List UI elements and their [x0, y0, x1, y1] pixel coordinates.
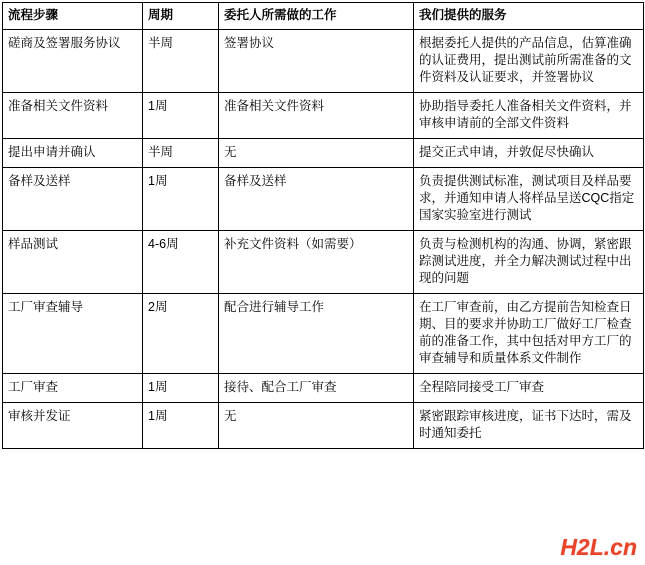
cell-step: 工厂审查辅导: [3, 294, 143, 374]
column-header-client-work: [219, 3, 414, 30]
cell-our-service: 全程陪同接受工厂审查: [414, 374, 644, 403]
column-header-period-label: 周期: [148, 8, 174, 22]
cell-client-work: 备样及送样: [219, 168, 414, 231]
cell-period: 2周: [143, 294, 219, 374]
cell-client-work: 配合进行辅导工作: [219, 294, 414, 374]
column-header-step: [3, 3, 143, 30]
cell-period: 4-6周: [143, 231, 219, 294]
cell-our-service: 提交正式申请，并敦促尽快确认: [414, 139, 644, 168]
cell-client-work: 无: [219, 139, 414, 168]
cell-our-service: 在工厂审查前，由乙方提前告知检查日期、目的要求并协助工厂做好工厂检查前的准备工作，其中包括对甲方工厂的审查辅导和质量体系文件制作: [414, 294, 644, 374]
column-header-our-service: [414, 3, 644, 30]
cell-our-service: 协助指导委托人准备相关文件资料，并审核申请前的全部文件资料: [414, 93, 644, 139]
cell-period: 1周: [143, 403, 219, 449]
table-row: [3, 139, 644, 168]
table-header-row: [3, 3, 644, 30]
table-row: [3, 93, 644, 139]
table-row: [3, 30, 644, 93]
cell-step: 备样及送样: [3, 168, 143, 231]
certification-process-table: [2, 2, 644, 449]
table-row: [3, 168, 644, 231]
column-header-our-service-label: 我们提供的服务: [419, 8, 507, 22]
cell-step: 审核并发证: [3, 403, 143, 449]
cell-step: 提出申请并确认: [3, 139, 143, 168]
cell-our-service: 紧密跟踪审核进度，证书下达时，需及时通知委托: [414, 403, 644, 449]
cell-client-work: 接待、配合工厂审查: [219, 374, 414, 403]
cell-period: 1周: [143, 374, 219, 403]
column-header-period: [143, 3, 219, 30]
cell-client-work: 签署协议: [219, 30, 414, 93]
column-header-step-label: 流程步骤: [8, 8, 59, 22]
cell-our-service: 负责提供测试标准，测试项目及样品要求，并通知申请人将样品呈送CQC指定国家实验室进行测试: [414, 168, 644, 231]
cell-client-work: 无: [219, 403, 414, 449]
cell-our-service: 负责与检测机构的沟通、协调，紧密跟踪测试进度，并全力解决测试过程中出现的问题: [414, 231, 644, 294]
table-row: [3, 294, 644, 374]
table-row: [3, 231, 644, 294]
column-header-client-work-label: 委托人所需做的工作: [224, 8, 337, 22]
cell-period: 1周: [143, 93, 219, 139]
cell-client-work: 准备相关文件资料: [219, 93, 414, 139]
cell-period: 半周: [143, 30, 219, 93]
cell-step: 工厂审查: [3, 374, 143, 403]
cell-period: 半周: [143, 139, 219, 168]
cell-step: 样品测试: [3, 231, 143, 294]
cell-period: 1周: [143, 168, 219, 231]
table-row: [3, 374, 644, 403]
cell-our-service: 根据委托人提供的产品信息，估算准确的认证费用，提出测试前所需准备的文件资料及认证要求，并签署协议: [414, 30, 644, 93]
cell-client-work: 补充文件资料（如需要）: [219, 231, 414, 294]
cell-step: 磋商及签署服务协议: [3, 30, 143, 93]
cell-step: 准备相关文件资料: [3, 93, 143, 139]
table-row: [3, 403, 644, 449]
site-watermark: H2L.cn: [560, 534, 637, 560]
